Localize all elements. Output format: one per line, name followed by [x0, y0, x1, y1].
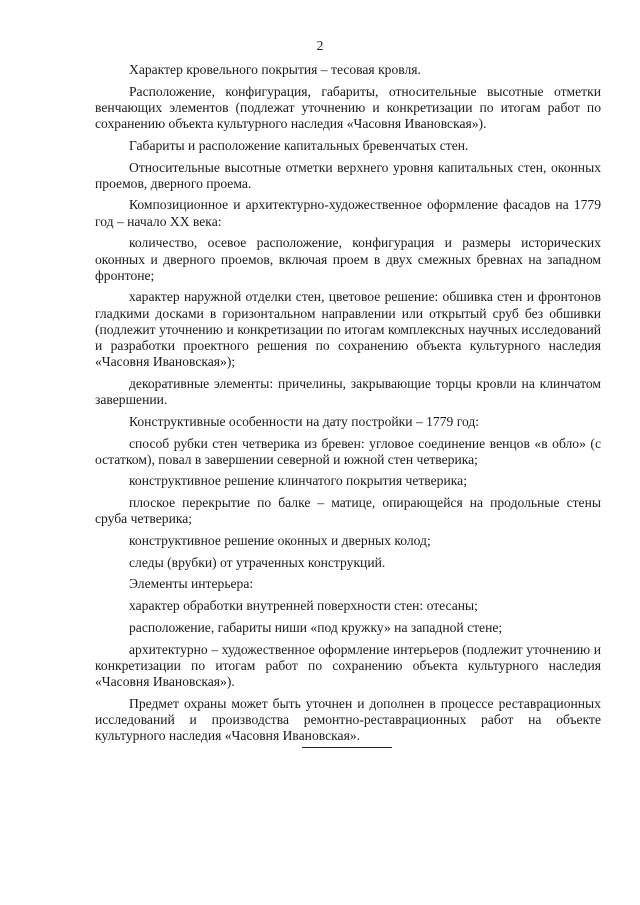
paragraph-height-marks: Относительные высотные отметки верхнего уровня капитальных стен, оконных проемов, дверного проема.	[95, 159, 601, 191]
paragraph-frames: конструктивное решение оконных и дверных колод;	[129, 533, 431, 549]
paragraph-niche: расположение, габариты ниши «под кружку» на западной стене;	[129, 619, 503, 635]
paragraph-conclusion: Предмет охраны может быть уточнен и дополнен в процессе реставрационных исследований и производства ремонтно-реставрационных работ на объекте культурного наследия «Часовня Ивановская».	[95, 695, 601, 744]
page-number: 2	[316, 38, 324, 53]
paragraph-exterior-finish: характер наружной отделки стен, цветовое решение: обшивка стен и фронтонов гладкими досками в горизонтальном направлении или открытый сруб без обшивки (подлежит уточнению и конкретизации по итогам комплексных научных исследований и разработки проектного решения по сохранению объекта культурного наследия «Часовня Ивановская»);	[95, 289, 601, 370]
paragraph-roof-covering: Характер кровельного покрытия – тесовая кровля.	[129, 62, 421, 77]
paragraph-crowning-elements: Расположение, конфигурация, габариты, относительные высотные отметки венчающих элементов (подлежат уточнению и конкретизации по итогам работ по сохранению объекта культурного наследия «Часовня Ивановская»).	[95, 83, 601, 132]
paragraph-facade-design: Композиционное и архитектурно-художественное оформление фасадов на 1779 год – начало XX века:	[95, 197, 601, 229]
paragraph-log-walls: Габариты и расположение капитальных бревенчатых стен.	[129, 137, 469, 153]
end-divider-line	[302, 747, 392, 748]
paragraph-flat-ceiling: плоское перекрытие по балке – матице, опирающейся на продольные стены сруба четверика;	[95, 495, 601, 527]
paragraph-traces: следы (врубки) от утраченных конструкций.	[129, 554, 386, 570]
paragraph-wall-surface: характер обработки внутренней поверхности стен: отесаны;	[129, 598, 478, 614]
paragraph-decorative-elements: декоративные элементы: причелины, закрывающие торцы кровли на клинчатом завершении.	[95, 375, 601, 408]
paragraph-structural-features: Конструктивные особенности на дату постройки – 1779 год:	[129, 413, 480, 429]
paragraph-log-cutting: способ рубки стен четверика из бревен: угловое соединение венцов «в обло» (с остатком), повал в завершении северной и южной стен четверика;	[95, 435, 601, 467]
paragraph-interior-heading: Элементы интерьера:	[129, 576, 254, 592]
paragraph-roof-structure: конструктивное решение клинчатого покрытия четверика;	[129, 473, 467, 489]
document-body	[95, 62, 601, 750]
paragraph-interior-design: архитектурно – художественное оформление интерьеров (подлежит уточнению и конкретизации по итогам работ по сохранению объекта культурного наследия «Часовня Ивановская»).	[95, 641, 601, 689]
paragraph-openings: количество, осевое расположение, конфигурация и размеры исторических оконных и дверного проемов, включая проем в двух смежных бревнах на западном фронтоне;	[95, 235, 601, 283]
